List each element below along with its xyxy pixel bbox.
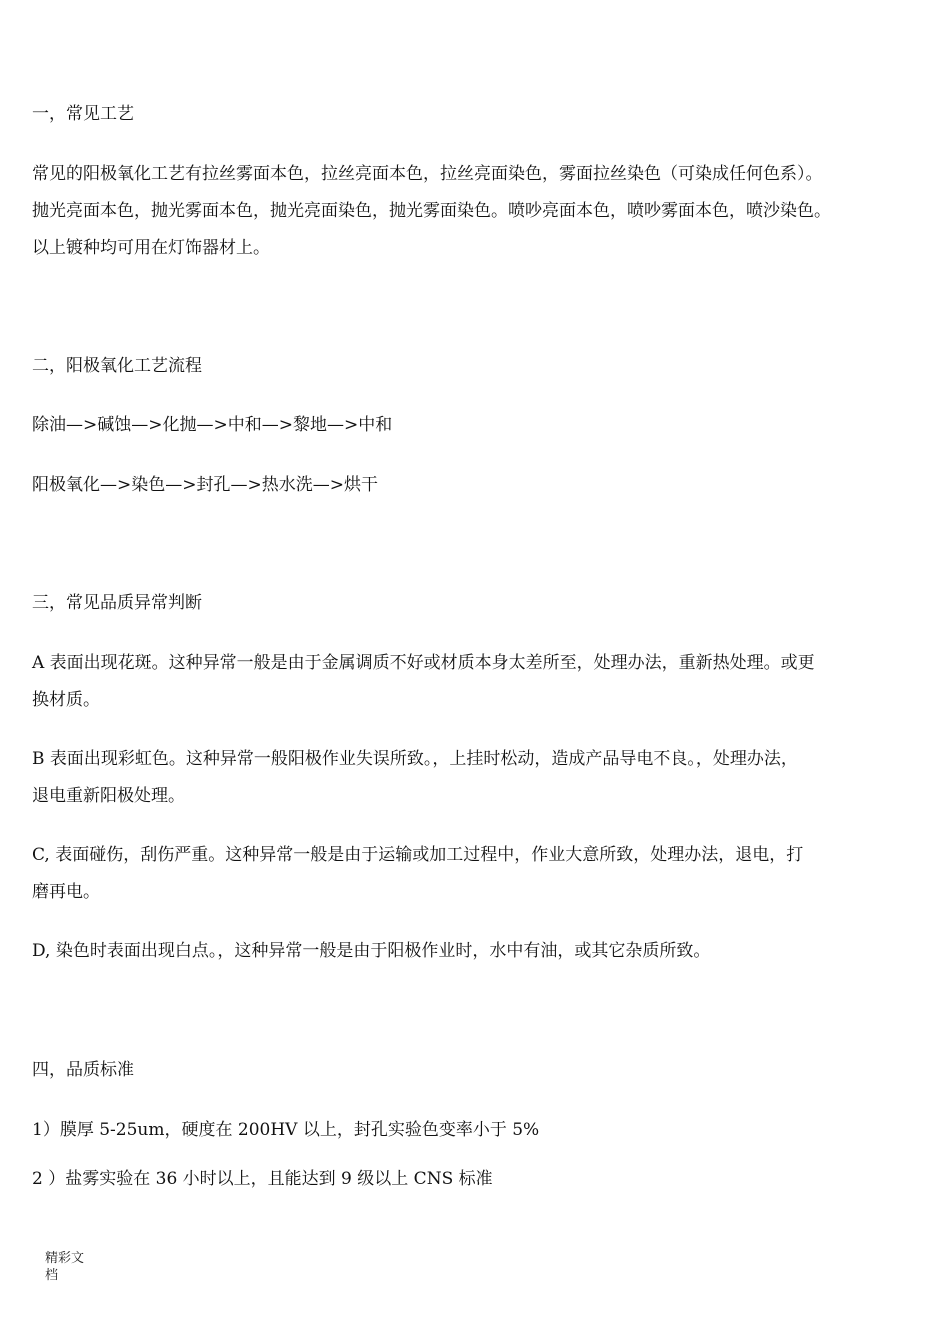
section-2-heading: 二，阳极氧化工艺流程	[32, 356, 202, 376]
defect-d-line: D, 染色时表面出现白点。，这种异常一般是由于阳极作业时，水中有油，或其它杂质所致。	[32, 941, 711, 961]
quality-standard-item-2: 2 ）盐雾实验在 36 小时以上，且能达到 9 级以上 CNS 标准	[32, 1169, 493, 1189]
section-1-para-line-2: 抛光亮面本色，抛光雾面本色，抛光亮面染色，抛光雾面染色。喷吵亮面本色，喷吵雾面本色，喷沙染色。	[32, 201, 831, 221]
footer-watermark-line-2: 档	[45, 1268, 59, 1283]
quality-standard-item-1: 1）膜厚 5-25um，硬度在 200HV 以上，封孔实验色变率小于 5%	[32, 1120, 540, 1140]
defect-b-line-2: 退电重新阳极处理。	[32, 786, 185, 806]
defect-c-line-1: C, 表面碰伤，刮伤严重。这种异常一般是由于运输或加工过程中，作业大意所致，处理办法，退电，打	[32, 845, 804, 865]
section-3-heading: 三，常见品质异常判断	[32, 593, 202, 613]
footer-watermark-line-1: 精彩文	[45, 1251, 85, 1266]
process-flow-line-2: 阳极氧化—>染色—>封孔—>热水洗—>烘干	[32, 475, 378, 495]
section-1-heading: 一，常见工艺	[32, 104, 134, 124]
section-1-para-line-3: 以上镀种均可用在灯饰器材上。	[32, 238, 270, 258]
process-flow-line-1: 除油—>碱蚀—>化抛—>中和—>黎地—>中和	[32, 415, 393, 435]
defect-c-line-2: 磨再电。	[32, 882, 100, 902]
section-4-heading: 四，品质标准	[32, 1060, 134, 1080]
defect-a-line-2: 换材质。	[32, 690, 100, 710]
defect-a-line-1: A 表面出现花斑。这种异常一般是由于金属调质不好或材质本身太差所至，处理办法，重新热处理。或更	[32, 653, 815, 673]
section-1-para-line-1: 常见的阳极氧化工艺有拉丝雾面本色，拉丝亮面本色，拉丝亮面染色，雾面拉丝染色（可染成任何色系）。	[32, 164, 823, 184]
defect-b-line-1: B 表面出现彩虹色。这种异常一般阳极作业失误所致。，上挂时松动，造成产品导电不良。，处理办法，	[32, 749, 798, 769]
